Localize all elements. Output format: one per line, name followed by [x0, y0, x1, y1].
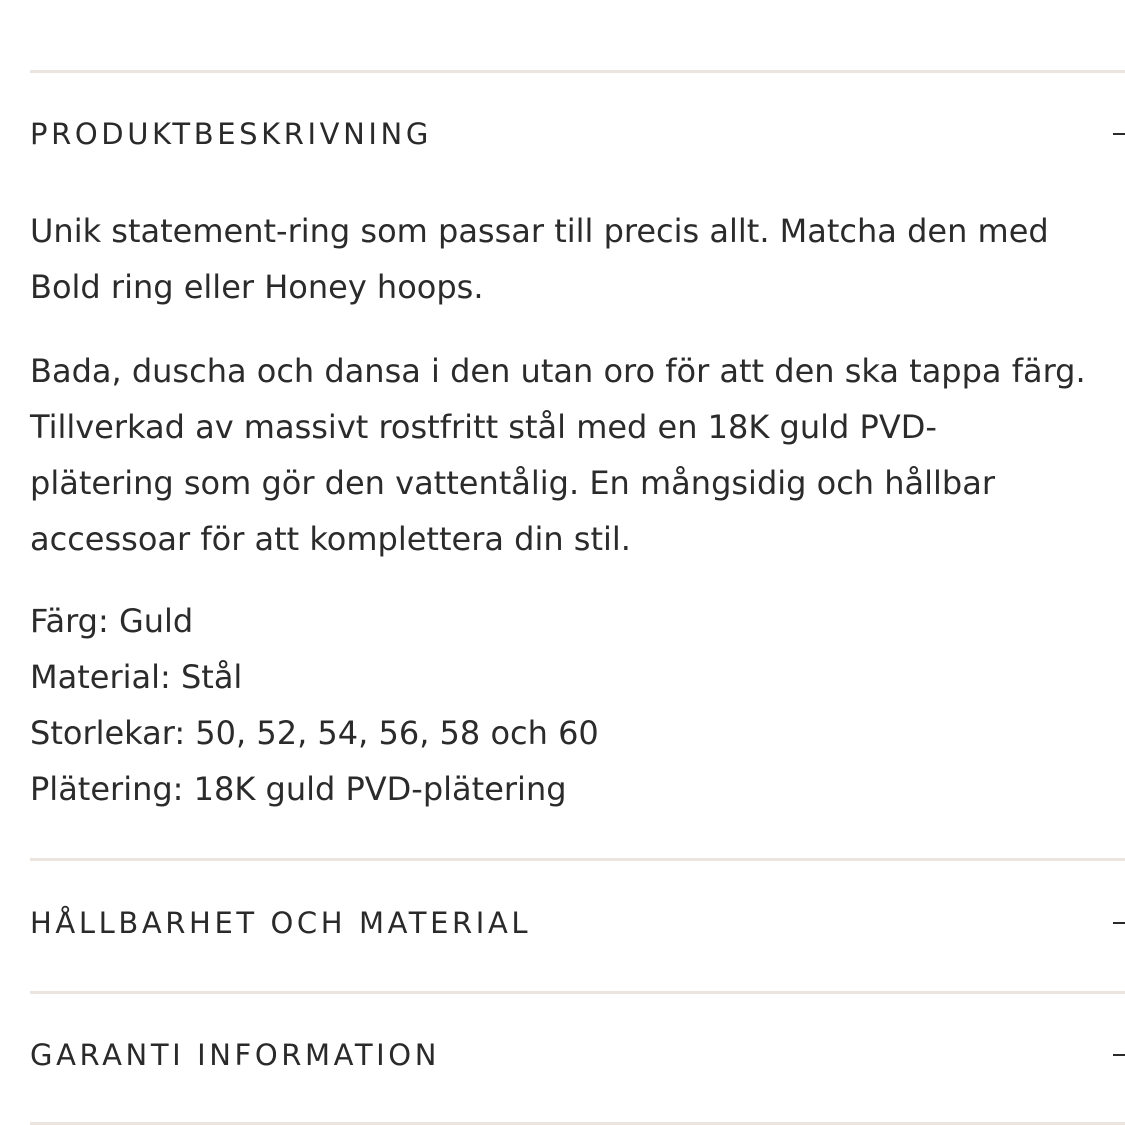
- section-title: PRODUKTBESKRIVNING: [30, 117, 432, 151]
- divider-top: [30, 70, 1125, 73]
- accordion-header-hallbarhet[interactable]: [30, 893, 1125, 953]
- section-title: GARANTI INFORMATION: [30, 1038, 440, 1072]
- description-paragraph: Bada, duscha och dansa i den utan oro för att den ska tappa färg. Tillverkad av massivt rostfritt stål med en 18K guld PVD- plätering som gör den vattentålig. En mångsidig och hållbar accessoar för att komplettera din stil.: [30, 352, 1086, 558]
- minus-icon[interactable]: [1113, 133, 1125, 135]
- accordion-header-garanti[interactable]: [30, 1025, 1125, 1085]
- accordion-header-produktbeskrivning[interactable]: [30, 104, 1125, 164]
- product-description: [30, 203, 1113, 817]
- divider: [30, 991, 1125, 994]
- minus-icon[interactable]: [1113, 922, 1125, 924]
- spec-sizes: Storlekar: 50, 52, 54, 56, 58 och 60: [30, 714, 599, 752]
- spec-material: Material: Stål: [30, 658, 243, 696]
- section-title: HÅLLBARHET OCH MATERIAL: [30, 906, 532, 940]
- description-paragraph: Unik statement-ring som passar till precis allt. Matcha den med Bold ring eller Honey hoops.: [30, 212, 1049, 306]
- minus-icon[interactable]: [1113, 1054, 1125, 1056]
- spec-plating: Plätering: 18K guld PVD-plätering: [30, 770, 567, 808]
- divider: [30, 858, 1125, 861]
- spec-color: Färg: Guld: [30, 602, 194, 640]
- spec-list: [30, 593, 1113, 817]
